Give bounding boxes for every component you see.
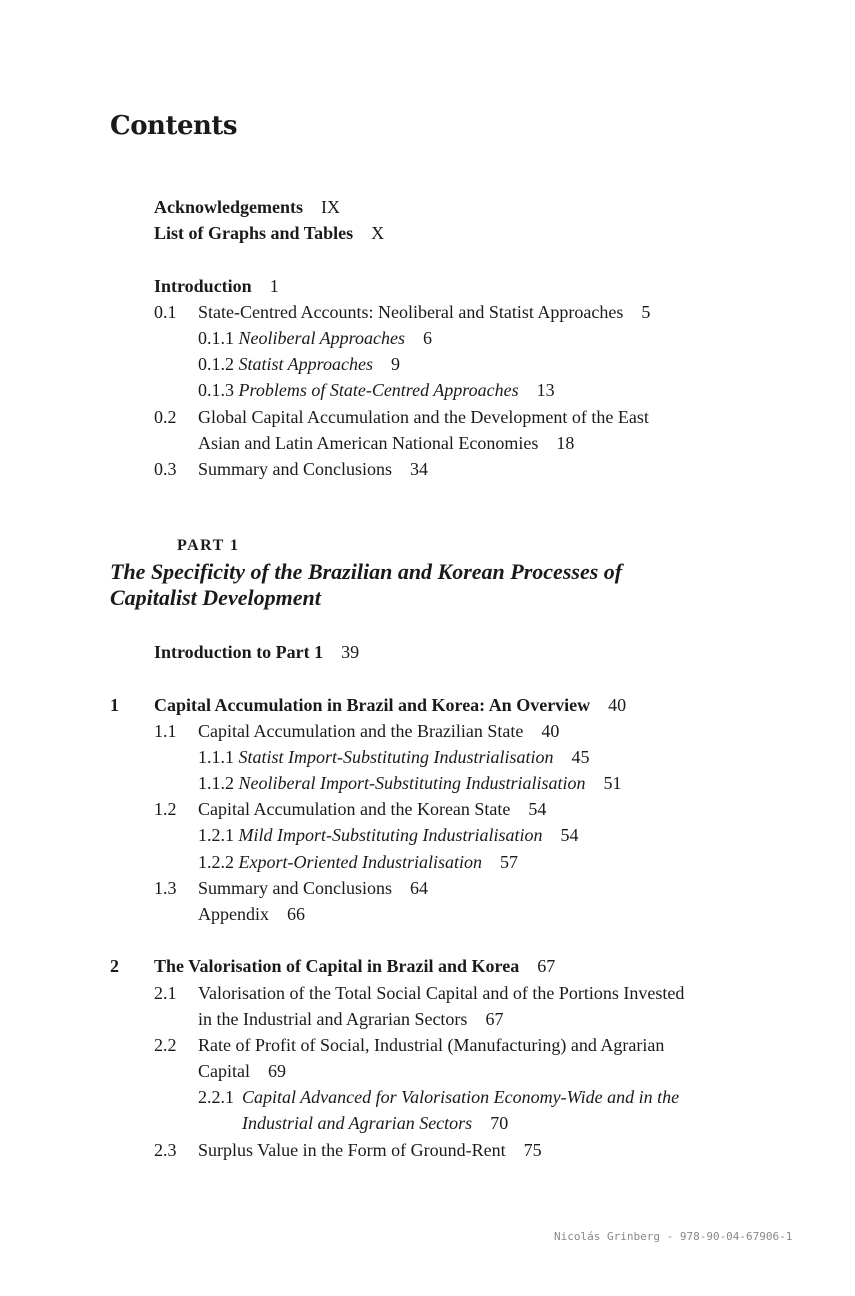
entry-title: Appendix: [198, 904, 269, 924]
entry-number: 0.1.2: [198, 354, 234, 374]
toc-entry-2-2-1[interactable]: [198, 1084, 679, 1110]
entry-number: 0.1: [154, 302, 177, 322]
toc-entry-2-1[interactable]: [154, 980, 684, 1006]
entry-page: 66: [287, 904, 305, 924]
entry-number: 1.2: [154, 799, 177, 819]
entry-title: List of Graphs and Tables: [154, 223, 354, 243]
entry-number: 1.2.1: [198, 825, 234, 845]
toc-entry-1-1[interactable]: [154, 718, 559, 744]
entry-page: 39: [341, 642, 360, 662]
entry-title: Capital Accumulation in Brazil and Korea: An Overview: [154, 695, 591, 715]
toc-entry-1-3[interactable]: [154, 875, 428, 901]
entry-title: Introduction to Part 1: [154, 642, 324, 662]
toc-entry-0-1[interactable]: [154, 299, 650, 325]
entry-title: Summary and Conclusions: [198, 878, 392, 898]
entry-page: 34: [410, 459, 428, 479]
toc-entry-1-1-2[interactable]: [198, 770, 622, 796]
toc-entry-acknowledgements[interactable]: [154, 194, 340, 220]
entry-title: Statist Approaches: [238, 354, 373, 374]
part-label: PART 1: [177, 537, 240, 554]
toc-entry-0-1-2[interactable]: [198, 351, 400, 377]
entry-page: 5: [641, 302, 651, 322]
toc-entry-0-1-1[interactable]: [198, 325, 432, 351]
entry-number: 1: [110, 695, 119, 715]
entry-page: X: [371, 223, 385, 243]
entry-page: 54: [560, 825, 579, 845]
toc-entry-chapter-2[interactable]: [110, 953, 555, 979]
entry-title: Capital Accumulation and the Korean State: [198, 799, 511, 819]
entry-title-line2: Asian and Latin American National Economies: [198, 433, 539, 453]
toc-entry-2-2-cont[interactable]: [198, 1058, 286, 1084]
entry-title-line2: Capital: [198, 1061, 250, 1081]
entry-number: 0.1.3: [198, 380, 234, 400]
entry-title: Introduction: [154, 276, 252, 296]
entry-page: 40: [541, 721, 560, 741]
entry-title: Acknowledgements: [154, 197, 303, 217]
entry-number: 0.2: [154, 407, 177, 427]
entry-title-line1: Rate of Profit of Social, Industrial (Manufacturing) and Agrarian: [198, 1035, 665, 1055]
entry-number: 1.1.1: [198, 747, 234, 767]
part-title-line2: Capitalist Development: [110, 585, 321, 610]
entry-title: The Valorisation of Capital in Brazil and Korea: [154, 956, 520, 976]
entry-page: 64: [410, 878, 428, 898]
entry-page: 75: [523, 1140, 542, 1160]
entry-page: 9: [391, 354, 400, 374]
entry-number: 0.3: [154, 459, 177, 479]
toc-entry-0-2[interactable]: [154, 404, 649, 430]
entry-page: 51: [603, 773, 622, 793]
toc-entry-2-2[interactable]: [154, 1032, 664, 1058]
entry-title-line1: Valorisation of the Total Social Capital and of the Portions Invested: [198, 983, 685, 1003]
toc-entry-appendix[interactable]: [198, 901, 305, 927]
toc-entry-1-2-2[interactable]: [198, 849, 518, 875]
entry-number: 1.1: [154, 721, 177, 741]
entry-page: 67: [537, 956, 556, 976]
entry-number: 0.1.1: [198, 328, 234, 348]
entry-title: State-Centred Accounts: Neoliberal and Statist Approaches: [198, 302, 624, 322]
entry-page: 18: [556, 433, 575, 453]
toc-entry-2-2-1-cont[interactable]: [242, 1110, 508, 1136]
footer-watermark: Nicolás Grinberg - 978-90-04-67906-1: [554, 1230, 793, 1243]
entry-number: 2.2: [154, 1035, 177, 1055]
toc-entry-0-1-3[interactable]: [198, 377, 555, 403]
entry-title: Mild Import-Substituting Industrialisation: [238, 825, 543, 845]
page-title: Contents: [110, 111, 238, 141]
entry-title-line1: Global Capital Accumulation and the Development of the East: [198, 407, 649, 427]
entry-title-line2: Industrial and Agrarian Sectors: [242, 1113, 473, 1133]
entry-title: Capital Accumulation and the Brazilian State: [198, 721, 524, 741]
entry-title: Neoliberal Import-Substituting Industrialisation: [238, 773, 586, 793]
entry-title-line1: Capital Advanced for Valorisation Economy-Wide and in the: [242, 1087, 680, 1107]
part-title-line1: The Specificity of the Brazilian and Korean Processes of: [110, 559, 623, 584]
toc-entry-1-1-1[interactable]: [198, 744, 590, 770]
entry-title: Surplus Value in the Form of Ground-Rent: [198, 1140, 506, 1160]
entry-page: 57: [499, 852, 518, 872]
toc-entry-1-2[interactable]: [154, 796, 546, 822]
toc-entry-2-1-cont[interactable]: [198, 1006, 503, 1032]
entry-number: 2: [110, 956, 119, 976]
entry-number: 2.1: [154, 983, 177, 1003]
entry-page: 54: [528, 799, 547, 819]
entry-number: 1.3: [154, 878, 177, 898]
entry-page: 6: [422, 328, 432, 348]
toc-entry-graphs-tables[interactable]: [154, 220, 384, 246]
entry-page: IX: [321, 197, 340, 217]
toc-entry-introduction[interactable]: [154, 273, 279, 299]
toc-entry-0-2-cont[interactable]: [198, 430, 574, 456]
entry-page: 45: [571, 747, 590, 767]
entry-number: 1.2.2: [198, 852, 234, 872]
toc-entry-chapter-1[interactable]: [110, 692, 626, 718]
entry-title: Export-Oriented Industrialisation: [238, 852, 482, 872]
entry-page: 40: [608, 695, 627, 715]
entry-page: 70: [490, 1113, 509, 1133]
entry-page: 67: [485, 1009, 504, 1029]
entry-title: Problems of State-Centred Approaches: [238, 380, 519, 400]
part-title: [110, 559, 622, 611]
entry-page: 1: [269, 276, 279, 296]
entry-page: 69: [268, 1061, 286, 1081]
entry-page: 13: [536, 380, 555, 400]
entry-number: 2.3: [154, 1140, 177, 1160]
entry-title-line2: in the Industrial and Agrarian Sectors: [198, 1009, 468, 1029]
entry-title: Summary and Conclusions: [198, 459, 392, 479]
toc-entry-0-3[interactable]: [154, 456, 428, 482]
entry-title: Neoliberal Approaches: [238, 328, 405, 348]
toc-entry-2-3[interactable]: [154, 1137, 542, 1163]
toc-entry-1-2-1[interactable]: [198, 822, 579, 848]
entry-number: 1.1.2: [198, 773, 234, 793]
toc-entry-intro-part1[interactable]: [154, 639, 359, 665]
entry-title: Statist Import-Substituting Industrialisation: [238, 747, 554, 767]
entry-number: 2.2.1: [198, 1087, 234, 1107]
